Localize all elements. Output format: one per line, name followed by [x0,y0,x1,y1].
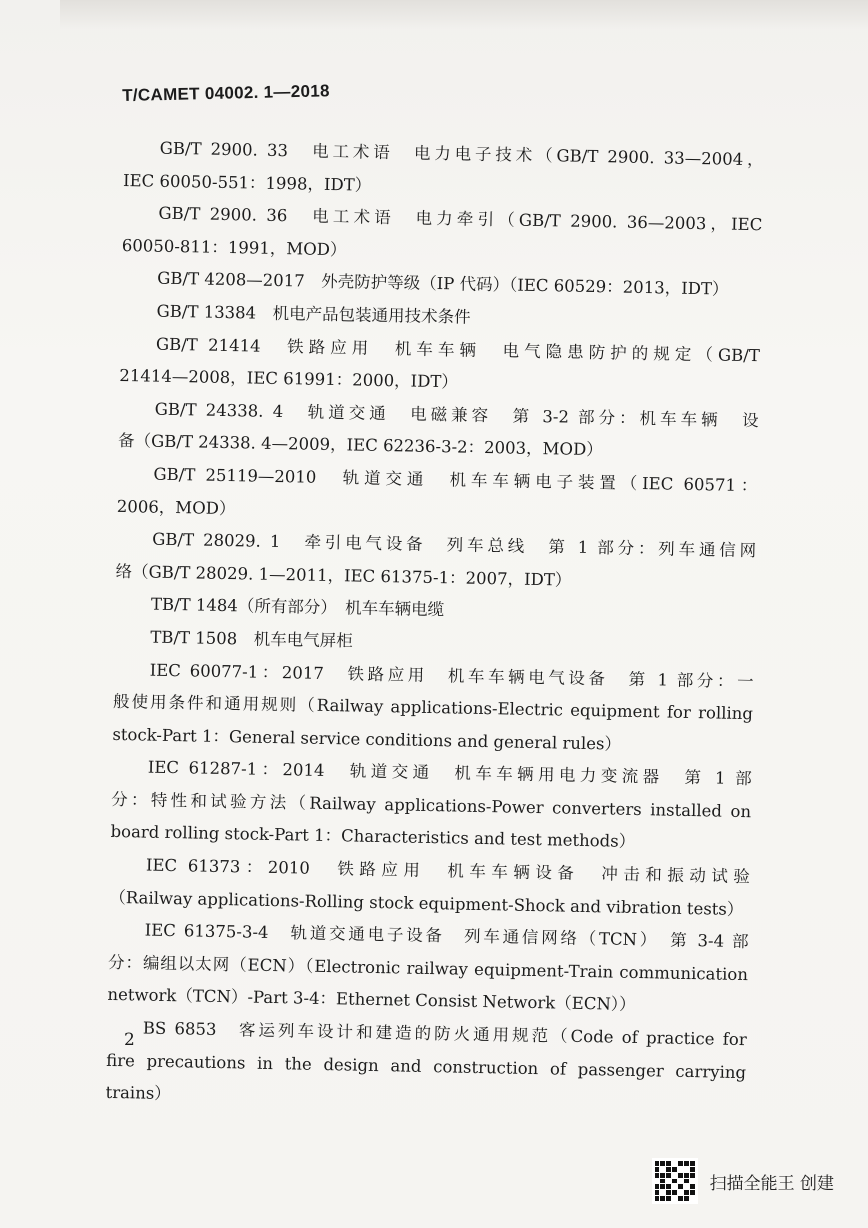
page-edge-shadow [60,0,868,30]
reference-lead: IEC 60077-1：2017 铁路应用 机车车辆电气设备 第 1 部分：一 [149,660,754,691]
standard-code-header: T/CAMET 04002. 1—2018 [122,81,330,105]
reference-item [112,653,754,763]
reference-item [115,523,756,600]
reference-continuation: 分：特性和试验方法（Railway applications-Power converters installed on board rolling stock-Part 1：Characteristics and test methods） [110,789,752,852]
reference-lead: GB/T 2900. 33 电工术语 电力电子技术（GB/T 2900. 33—2004， [159,138,764,170]
qr-code-icon [652,1158,698,1204]
reference-continuation: 分：编组以太网（ECN）（Electronic railway equipment-Train communication network（TCN）-Part 3-4：Ethernet Consist Network（ECN）） [107,952,749,1015]
normative-references-list [105,132,764,1122]
reference-lead: GB/T 13384 机电产品包装通用技术条件 [156,301,471,327]
page-number: 2 [124,1030,135,1050]
reference-item [116,458,757,535]
reference-continuation: 21414—2008，IEC 61991：2000，IDT） [119,366,459,392]
reference-lead: BS 6853 客运列车设计和建造的防火通用规范（Code of practice for [142,1018,747,1050]
reference-lead: IEC 61287-1：2014 轨道交通 机车车辆用电力变流器 第 1 部 [147,757,752,789]
reference-item [109,849,750,926]
reference-lead: IEC 61375-3-4 轨道交通电子设备 列车通信网络（TCN） 第 3-4 部 [144,920,749,952]
reference-continuation: fire precautions in the design and construction of passenger carrying trains） [105,1050,747,1104]
reference-continuation: 般使用条件和通用规则（Railway applications-Electric equipment for rolling stock-Part 1：General service conditions and general rules） [112,691,754,754]
reference-continuation: 2006，MOD） [116,496,236,518]
reference-item [107,914,749,1024]
scanner-watermark [652,1158,834,1204]
reference-item [110,751,752,861]
reference-lead: IEC 61373：2010 铁路应用 机车车辆设备 冲击和振动试验 [145,855,751,887]
watermark-text: 扫描全能王 创建 [709,1173,834,1194]
reference-item [119,328,760,405]
reference-lead: GB/T 28029. 1 牵引电气设备 列车总线 第 1 部分：列车通信网 [152,529,757,561]
reference-lead: GB/T 2900. 36 电工术语 电力牵引（GB/T 2900. 36—2003，IEC [158,203,763,235]
reference-continuation: 备（GB/T 24338. 4—2009，IEC 62236-3-2：2003，MOD） [117,431,603,460]
reference-lead: GB/T 21414 铁路应用 机车车辆 电气隐患防护的规定（GB/T [155,334,761,365]
reference-continuation: 络（GB/T 28029. 1—2011，IEC 61375-1：2007，IDT） [115,561,572,590]
reference-item [105,1012,747,1122]
reference-item [118,393,759,470]
reference-lead: GB/T 25119—2010 轨道交通 机车车辆电子装置（IEC 60571： [153,464,758,496]
reference-lead: TB/T 1508 机车电气屏柜 [150,627,353,651]
reference-continuation: 60050-811：1991，MOD） [121,235,347,260]
reference-lead: GB/T 4208—2017 外壳防护等级（IP 代码）（IEC 60529：2013，IDT） [157,269,729,300]
reference-item [123,132,764,209]
reference-continuation: IEC 60050-551：1998，IDT） [122,170,372,195]
reference-lead: TB/T 1484（所有部分） 机车车辆电缆 [150,594,445,620]
reference-lead: GB/T 24338. 4 轨道交通 电磁兼容 第 3-2 部分：机车车辆 设 [154,399,759,430]
reference-item [121,197,762,274]
reference-continuation: （Railway applications-Rolling stock equipment-Shock and vibration tests） [109,887,744,919]
